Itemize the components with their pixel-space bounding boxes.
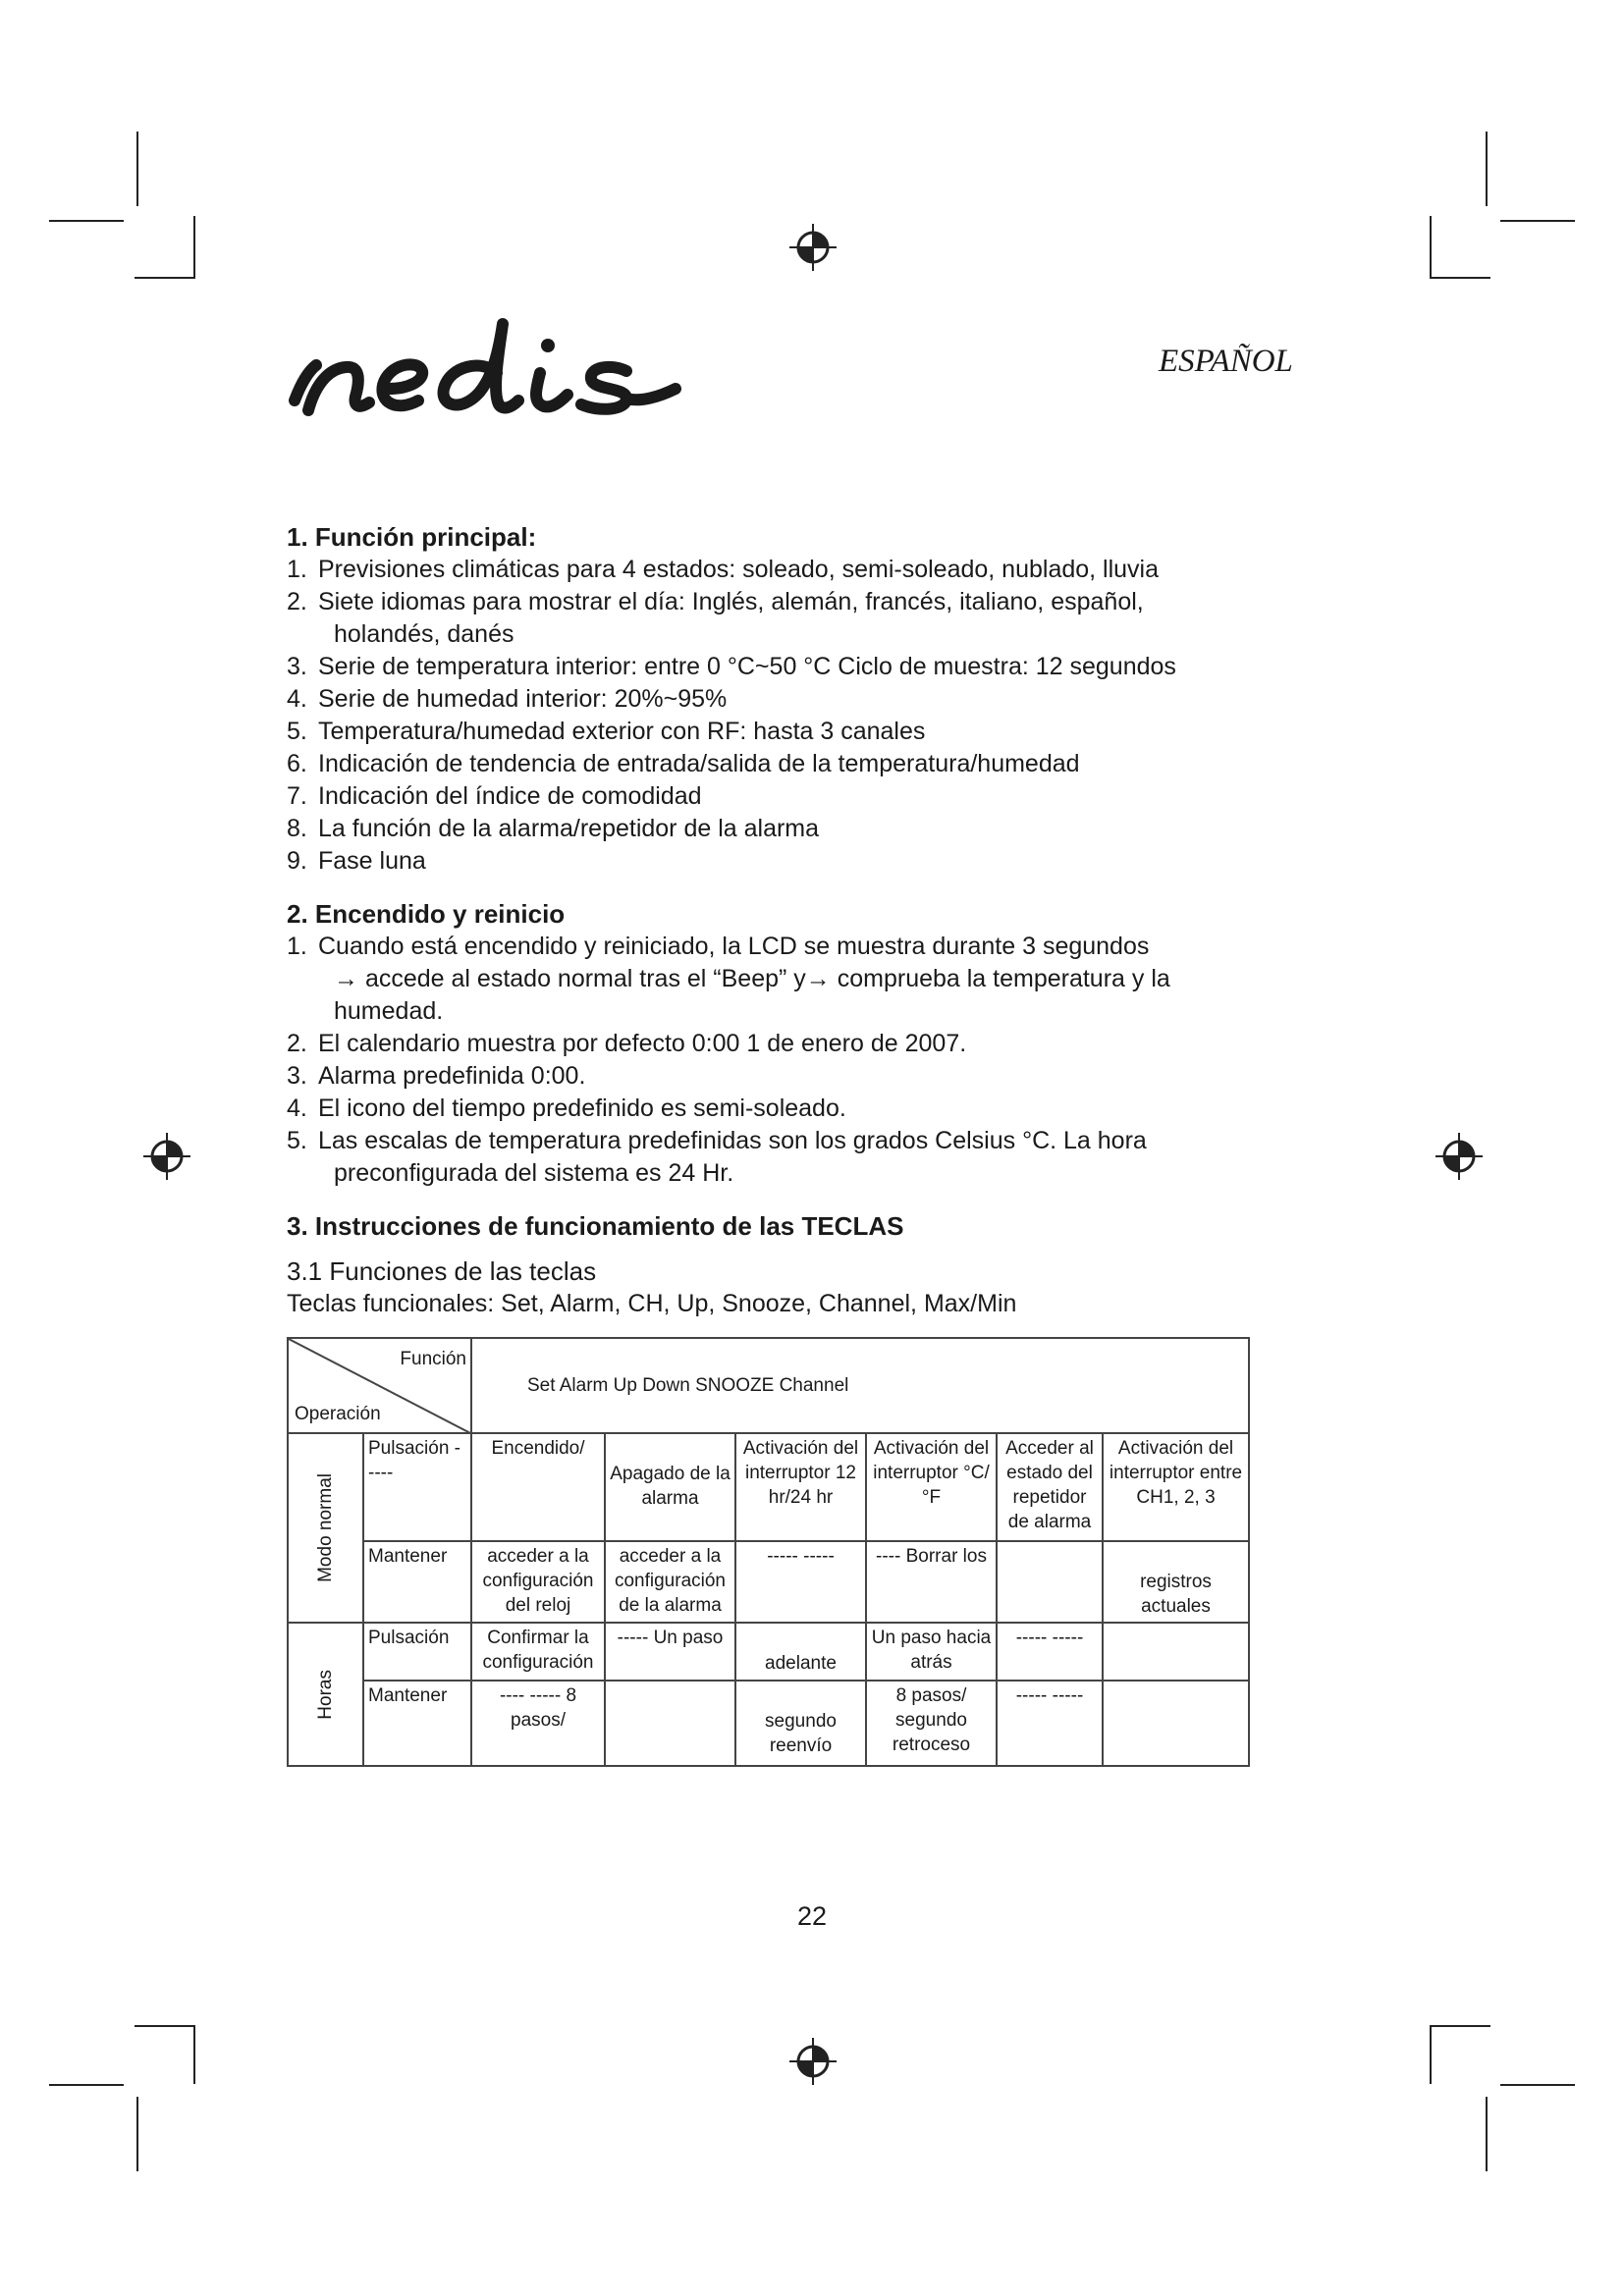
table-cell: ----- ----- xyxy=(735,1541,866,1623)
table-cell: Acceder al estado del repetidor de alarma xyxy=(997,1433,1103,1541)
list-item: 5. Temperatura/humedad exterior con RF: hasta 3 canales xyxy=(287,718,926,745)
table-cell: ---- Borrar los xyxy=(866,1541,997,1623)
list-item: 4. El icono del tiempo predefinido es semi-soleado. xyxy=(287,1095,846,1122)
registration-mark-icon xyxy=(787,2036,839,2087)
table-cell: 8 pasos/ segundo retroceso xyxy=(866,1681,997,1766)
registration-mark-icon xyxy=(141,1131,192,1182)
table-cell: registros actuales xyxy=(1103,1541,1249,1623)
crop-mark xyxy=(1486,132,1488,206)
crop-mark xyxy=(49,220,124,222)
list-item: 1. Previsiones climáticas para 4 estados: soleado, semi-soleado, nublado, lluvia xyxy=(287,556,1160,583)
crop-mark xyxy=(49,2084,124,2086)
crop-mark xyxy=(1430,277,1490,279)
key-function-table xyxy=(287,1337,1250,1767)
table-cell: acceder a la configuración de la alarma xyxy=(605,1541,735,1623)
crop-mark xyxy=(1500,2084,1575,2086)
table-cell xyxy=(605,1681,735,1766)
table-cell: segundo reenvío xyxy=(735,1681,866,1766)
crop-mark xyxy=(1430,216,1432,277)
startup-list xyxy=(287,931,1259,1190)
section-title: 1. Función principal: xyxy=(287,522,537,552)
nedis-logo xyxy=(287,294,719,442)
crop-mark xyxy=(135,2025,195,2027)
crop-mark xyxy=(1486,2097,1488,2171)
crop-mark xyxy=(1500,220,1575,222)
table-cell: Mantener xyxy=(363,1681,471,1766)
table-cell: Mantener xyxy=(363,1541,471,1623)
table-cell: Confirmar la configuración xyxy=(471,1623,605,1681)
list-item: 6. Indicación de tendencia de entrada/salida de la temperatura/humedad xyxy=(287,750,1080,777)
document-body xyxy=(287,520,1259,1334)
row-group-label: Modo normal xyxy=(288,1433,363,1623)
list-item: 4. Serie de humedad interior: 20%~95% xyxy=(287,685,728,713)
keys-intro: Teclas funcionales: Set, Alarm, CH, Up, Snooze, Channel, Max/Min xyxy=(287,1290,1017,1317)
list-item: 3. Serie de temperatura interior: entre 0 °C~50 °C Ciclo de muestra: 12 segundos xyxy=(287,653,1176,680)
section-title: 3. Instrucciones de funcionamiento de las TECLAS xyxy=(287,1211,904,1241)
crop-mark xyxy=(136,132,138,206)
table-cell: ----- ----- xyxy=(997,1681,1103,1766)
list-item: 5. Las escalas de temperatura predefinidas son los grados Celsius °C. La hora preconfigurada del sistema es 24 Hr. xyxy=(287,1127,1147,1187)
registration-mark-icon xyxy=(1434,1131,1485,1182)
page-number: 22 xyxy=(796,1901,828,1931)
crop-mark xyxy=(1430,2025,1490,2027)
table-corner-header: Función Operación xyxy=(288,1338,471,1433)
crop-mark xyxy=(193,2025,195,2084)
table-cell: acceder a la configuración del reloj xyxy=(471,1541,605,1623)
table-cell: ----- ----- xyxy=(997,1623,1103,1681)
table-cell: Pulsación ----- xyxy=(363,1433,471,1541)
list-item: 8. La función de la alarma/repetidor de la alarma xyxy=(287,815,820,842)
table-cell: Activación del interruptor 12 hr/24 hr xyxy=(735,1433,866,1541)
subsection-title: 3.1 Funciones de las teclas xyxy=(287,1256,597,1286)
row-group-label: Horas xyxy=(288,1623,363,1766)
crop-mark xyxy=(193,216,195,277)
table-cell xyxy=(997,1541,1103,1623)
table-cell: Un paso hacia atrás xyxy=(866,1623,997,1681)
table-cell: Pulsación xyxy=(363,1623,471,1681)
crop-mark xyxy=(135,277,195,279)
table-cell: Apagado de la alarma xyxy=(605,1433,735,1541)
table-cell: Activación del interruptor °C/°F xyxy=(866,1433,997,1541)
language-label: ESPAÑOL xyxy=(1159,344,1293,379)
table-cell: adelante xyxy=(735,1623,866,1681)
section-title: 2. Encendido y reinicio xyxy=(287,899,566,929)
feature-list xyxy=(287,554,1259,878)
crop-mark xyxy=(1430,2025,1432,2084)
table-cell: Activación del interruptor entre CH1, 2, 3 xyxy=(1103,1433,1249,1541)
table-cell: ----- Un paso xyxy=(605,1623,735,1681)
list-item: 3. Alarma predefinida 0:00. xyxy=(287,1062,586,1090)
list-item: 7. Indicación del índice de comodidad xyxy=(287,782,702,810)
list-item: 1. Cuando está encendido y reiniciado, la LCD se muestra durante 3 segundos → accede al estado normal tras el “Beep” y→ comprueba la temperatura y la humedad. xyxy=(287,933,1170,1025)
crop-mark xyxy=(136,2097,138,2171)
table-header: Set Alarm Up Down SNOOZE Channel xyxy=(471,1338,1249,1433)
table-cell: Encendido/ xyxy=(471,1433,605,1541)
registration-mark-icon xyxy=(787,222,839,273)
table-cell: ---- ----- 8 pasos/ xyxy=(471,1681,605,1766)
table-cell xyxy=(1103,1623,1249,1681)
list-item: 2. Siete idiomas para mostrar el día: Inglés, alemán, francés, italiano, español, holandés, danés xyxy=(287,588,1144,648)
list-item: 2. El calendario muestra por defecto 0:00 1 de enero de 2007. xyxy=(287,1030,967,1057)
table-cell xyxy=(1103,1681,1249,1766)
list-item: 9. Fase luna xyxy=(287,847,426,875)
